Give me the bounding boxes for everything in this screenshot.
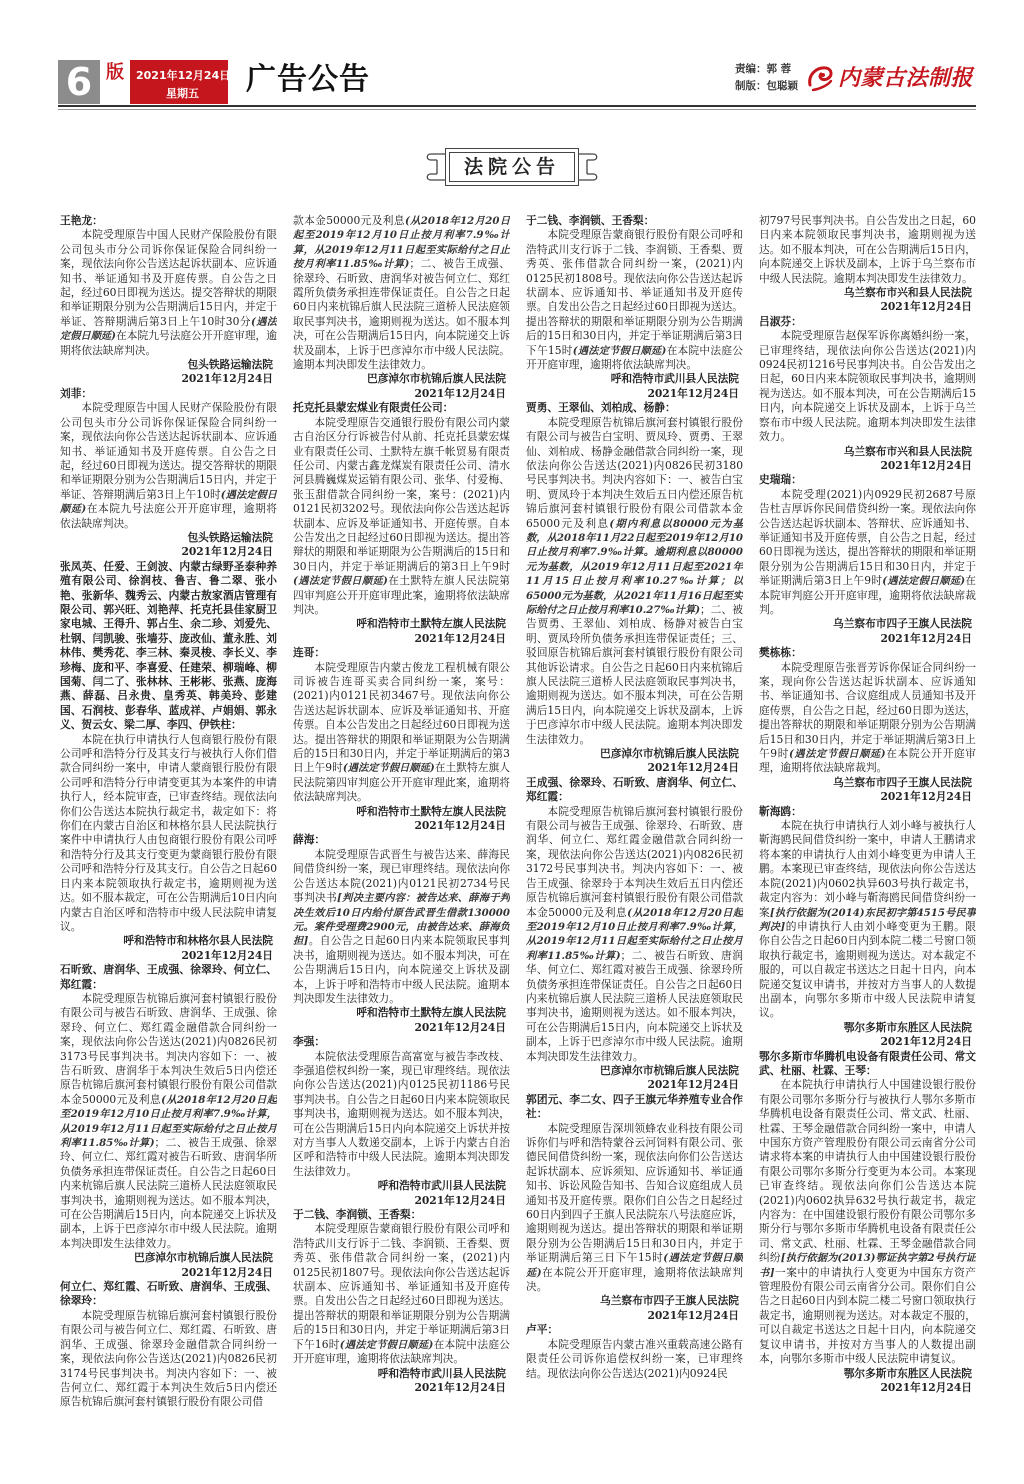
- notice-addressee: 史瑞瑞：: [759, 473, 802, 487]
- notice-text: 本院依法受理原告高富宽与被告李改枝、李强追偿权纠纷一案，现已审理终结。现依法向你公告送达(2021)内0125民初1186号民事判决书。自公告之日起60日内来本院领取民事判决书，逾期则视为送达。如不服本判决，可在公告期满后15日内向本院递交上诉状并按对方当事人人数递交副本，上诉于内蒙古自治区呼和浩特市中级人民法院。逾期本判决即发生法律效力。: [293, 1049, 510, 1178]
- court-notice: [759, 1050, 976, 1396]
- notice-date: 2021年12月24日: [880, 790, 972, 804]
- notice-date: 2021年12月24日: [414, 1193, 506, 1207]
- page-label: 版: [106, 62, 124, 83]
- issuing-court: 呼和浩特市武川县人民法院: [377, 1366, 506, 1380]
- notice-date: 2021年12月24日: [880, 1380, 972, 1394]
- issuing-court: 乌兰察布市四子王旗人民法院: [833, 775, 972, 789]
- court-notice: [293, 1035, 510, 1208]
- notice-text: 本院受理原告杭锦后旗河套村镇银行股份有限公司与被告石昕致、唐润华、王成强、徐翠玲、何立仁、郑红霞金融借款合同纠纷一案，现依法向你公告送达(2021)内0826民初3173号民事判决书。判决内容如下：一、被告石昕致、唐润华于本判决生效后5日内偿还原告杭锦后旗河套村镇银行股份有限公司借款本金50000元及利息: [60, 991, 277, 1106]
- notice-emphasis: (从2018年12月20日起至2019年12月10日止按月利率7.9‰计算，从2019年12月11日起至实际给付之日止按月利率11.85‰计算): [60, 1093, 277, 1149]
- court-notice: [60, 1280, 277, 1410]
- notice-emphasis: (遇法定假日顺延): [882, 575, 966, 588]
- notice-date: 2021年12月24日: [647, 1308, 739, 1322]
- notice-body: [526, 228, 743, 372]
- issuing-court: 乌兰察布市四子王旗人民法院: [600, 1294, 739, 1308]
- issuing-court: 呼和浩特市武川县人民法院: [610, 372, 739, 386]
- notice-text: ；二、被告王成强、徐翠玲、何立仁、郑红霞对被告石昕致、唐润华所负债务承担连带保证责任。自公告之日起60日内来杭锦后旗人民法院三道桥人民法庭领取民事判决书，逾期则视为送达。如不服本判决，可在公告期满后15日内，向本院递交上诉状及副本，上诉于巴彦淖尔市中级人民法院。逾期本判决即发生法律效力。: [60, 1136, 277, 1250]
- notice-addressee: 吕淑芬：: [759, 314, 802, 328]
- notice-text: 本院受理原告杭锦后旗河套村镇银行股份有限公司与被告何立仁、郑红霞、石昕致、唐润华、王成强、徐翠玲金融借款合同纠纷一案，现依法向你公告送达(2021)内0826民初3174号民事判决书。判决内容如下：一、被告何立仁、郑红霞于本判决生效后5日内偿还原告杭锦后旗河套村镇银行股份有限公司借: [60, 1308, 277, 1409]
- issue-date: 2021年12月24日: [136, 69, 231, 82]
- notice-emphasis: [判决主要内容：被告达来、薛海于判决生效后10日内给付原告武晋生借款130000元。案件受理费2900元，由被告达来、薛海负担]: [293, 892, 510, 948]
- notice-addressee: 张凤英、任爱、王剑波、内蒙古绿野圣泰种养殖有限公司、徐润枝、鲁吉、鲁二翠、张小艳、张新华、魏秀云、内蒙古敖家酒店管理有限公司、郭兴旺、刘艳萍、托克托县佳家厨卫家电城、王得升、郭占生、余二珍、刘爱先、杜钢、闫凯骏、张墙芬、庞改仙、董永胜、刘林伟、樊秀花、李三林、秦灵梭、李长义、李珍梅、庞和平、李喜爱、任建荣、柳瑞峰、柳国菊、闫二了、张林林、王彬彬、张燕、庞海燕、薛磊、吕永贵、皇秀英、韩美玲、彭建国、石润枝、彭春华、蓝成祥、卢娟娟、郭永义、贺云女、梁二厚、李四、伊铁柱：: [60, 559, 277, 732]
- notice-date: 2021年12月24日: [647, 386, 739, 400]
- notice-emphasis: (期内利息以80000元为基数，从2018年11月22日起至2019年12月10日止按月利率7.9‰计算。逾期利息以80000元为基数，从2019年12月11日起至2021年11月15日止按月利率10.27‰计算；以65000元为基数，从2021年11月16日起至实际给付之日止按月利率10.27‰计算): [526, 517, 743, 616]
- court-notice: [526, 401, 743, 776]
- issuing-court: 乌兰察布市兴和县人民法院: [843, 286, 972, 300]
- notice-addressee: 樊栋栋：: [759, 646, 802, 660]
- notice-text: 在本院九号法庭公开开庭审理，逾期将依法缺席判决。: [60, 502, 277, 530]
- issuing-court: 呼和浩特市土默特左旗人民法院: [356, 1006, 506, 1020]
- notice-text: 在本院公开开庭审理，逾期将依法缺席判决。: [526, 1265, 743, 1294]
- notice-date: 2021年12月24日: [414, 386, 506, 400]
- issuing-court: 鄂尔多斯市东胜区人民法院: [843, 1020, 972, 1034]
- notice-text: 在本院执行申请执行人中国建设银行股份有限公司鄂尔多斯分行与被执行人鄂尔多斯市华腾机电设备有限责任公司、常文武、杜丽、杜霖、王琴金融借款合同纠纷一案中，申请人中国东方资产管理股份有限公司云南省分公司请求将本案的申请执行人由中国建设银行股份有限公司鄂尔多斯分行变更为本公司。本案现已审查终结。现依法向你们公告送达本院(2021)内0602执异632号执行裁定书，裁定内容为：在中国建设银行股份有限公司鄂尔多斯分行与鄂尔多斯市华腾机电设备有限责任公司、常文武、杜丽、杜霖、王琴金融借款合同纠纷: [759, 1078, 976, 1265]
- notice-date: 2021年12月24日: [414, 819, 506, 833]
- notice-body: [293, 1222, 510, 1366]
- notice-text: 在本院中法庭公开开庭审理，逾期将依法缺席判决。: [293, 1337, 510, 1366]
- notice-body: [759, 819, 976, 1021]
- notice-text: 本院受理原告赵保军诉你离婚纠纷一案，已审理终结，现依法向你公告送达(2021)内0924民初1216号民事判决书。自公告发出之日起，60日内来本院领取民事判决书，逾期则视为送达。如不服本判决，可在公告期满后15日内，向本院递交上诉状及副本，上诉于乌兰察布市中级人民法院。逾期本判决即发生法律效力。: [759, 329, 976, 444]
- notice-body: [293, 416, 510, 618]
- notice-text: 本院受理原告深圳领蜂农业科技有限公司诉你们与呼和浩特蒙谷云河饲料有限公司、张德民间借贷纠纷一案，现依法向你们公告送达起诉状副本、应诉须知、应诉通知书、举证通知书、诉讼风险告知书、告知合议庭组成人员通知书及开庭传票。限你们自公告之日起经过60日内到四子王旗人民法院东八号法庭应诉，逾期则视为送达。提出答辩状的期限和举证期限分别为公告期满后15日和30日内，并定于举证期满后第三日下午15时: [526, 1121, 743, 1265]
- notice-emphasis: (遇法定节假日顺延): [526, 1252, 743, 1279]
- notice-text: 本院受理原告蒙商银行股份有限公司呼和浩特武川支行诉于二钱、李润锁、王香梨、贾秀英、张伟借款合同纠纷一案，(2021)内0125民初1808号。现依法向你公告送达起诉状副本、应诉通知书、举证通知书及开庭传票。自发出公告之日起经过60日即视为送达。提出答辩状的期限和举证期限分别为公告期满后的15日和30日内，并定于举证期满后第3日下午15时: [526, 228, 743, 357]
- notice-emphasis: (遇法定节假日顺延): [789, 748, 886, 761]
- court-notice: [293, 214, 510, 401]
- masthead-logo-icon: [806, 63, 834, 93]
- notice-text: 本院受理原告武晋生与被告达来、薛海民间借贷纠纷一案，现已审理终结。现依法向你公告送达本院(2021)内0121民初2734号民事判决书: [293, 847, 510, 905]
- issuing-court: 呼和浩特市土默特左旗人民法院: [356, 617, 506, 631]
- court-notice: [526, 776, 743, 1093]
- column-1: [60, 214, 277, 1450]
- notice-addressee: 石昕致、唐润华、王成强、徐翠玲、何立仁、郑红霞：: [60, 963, 277, 991]
- header-rule-thin: [58, 109, 976, 110]
- issuing-court: 巴彦淖尔市杭锦后旗人民法院: [600, 1063, 739, 1077]
- notice-date: 2021年12月24日: [414, 1020, 506, 1034]
- notice-text: 本院在执行申请执行人包商银行股份有限公司呼和浩特分行及其支行与被执行人你们借款合同纠纷一案中，申请人蒙商银行股份有限公司呼和浩特分行申请变更其为本案件的申请执行人，经本院审查，已审查终结。现依法向你们公告送达本院执行裁定书，裁定如下：将你们在内蒙古自治区和林格尔县人民法院执行案件中申请执行人由包商银行股份有限公司呼和浩特分行及其支行变更为蒙商银行股份有限公司呼和浩特分行及其支行。自公告之日起60日内来本院领取执行裁定书，逾期则视为送达。如不服本裁定，可在公告期满后10日内向内蒙古自治区呼和浩特市中级人民法院申请复议。: [60, 732, 277, 933]
- issuing-court: 巴彦淖尔市杭锦后旗人民法院: [134, 1251, 273, 1265]
- notice-text: 在本院公开开庭审理，逾期将依法缺席裁判。: [759, 747, 976, 775]
- notice-addressee: 托克托县蒙宏煤业有限责任公司：: [293, 401, 454, 415]
- notice-emphasis: (遇法定节假日顺延): [342, 762, 435, 775]
- notice-text: 本院受理原告蒙商银行股份有限公司呼和浩特武川支行诉于二钱、李润锁、王香梨、贾秀英、张伟借款合同纠纷一案，(2021)内0125民初1807号。现依法向你公告送达起诉状副本、应诉通知书、举证通知书及开庭传票。自发出公告之日起经过60日即视为送达。提出答辩状的期限和举证期限分别为公告期满后的15日和30日内，并定于举证期满后第3日下午16时: [293, 1222, 510, 1351]
- court-notice: [293, 401, 510, 646]
- notice-emphasis: (遇法定节假日顺延): [339, 1338, 434, 1351]
- editor-credits: [735, 61, 798, 95]
- notice-text: 在本院审判庭公开开庭审理，逾期将依法缺席裁判。: [759, 574, 976, 616]
- notice-date: 2021年12月24日: [414, 1380, 506, 1394]
- notice-body: [293, 661, 510, 805]
- column-4: [759, 214, 976, 1450]
- notice-date: 2021年12月24日: [181, 372, 273, 386]
- notice-text: 本院受理原告交通银行股份有限公司内蒙古自治区分行诉被告付从前、托克托县蒙宏煤业有限责任公司、土默特左旗千帐贸易有限责任公司、内蒙古鑫龙煤炭有限责任公司、清水河县腾巍煤炭运销有限公司、张华、付爱梅、张玉甜借款合同纠纷一案，案号：(2021)内0121民初3202号。现依法向你公告送达起诉状副本、应诉及举证通知书、开庭传票。自本公告发出之日起经过60日即视为送达。提出答辩状的期限和举证期限为公告期满后的15日和30日内，并定于举证期满后的第3日上午9时: [293, 415, 510, 573]
- notice-body: [60, 401, 277, 531]
- notice-body: [526, 805, 743, 1064]
- notice-date: 2021年12月24日: [181, 1265, 273, 1279]
- notice-addressee: 卢平：: [526, 1323, 559, 1337]
- notice-date: 2021年12月24日: [181, 948, 273, 962]
- notice-body: [526, 416, 743, 747]
- court-notice: [759, 315, 976, 473]
- notice-date: 2021年12月24日: [181, 545, 273, 559]
- court-notice: [60, 963, 277, 1280]
- notice-body: [293, 1050, 510, 1180]
- notice-text: 在土默特左旗人民法院第四审判庭公开开庭审理此案，逾期将依法缺席判决。: [293, 761, 510, 804]
- court-notice: [526, 1093, 743, 1324]
- notice-text: 本院在执行申请执行人刘小峰与被执行人靳海鸥民间借贷纠纷一案中，申请人王鹏请求将本案的申请执行人由刘小峰变更为申请人王鹏。本案现已审查终结，现依法向你公告送达本院(2021)内0602执异603号执行裁定书，裁定内容为：刘小峰与靳海鸥民间借贷纠纷一案: [759, 819, 976, 919]
- issue-date-band: [130, 60, 231, 104]
- issuing-court: 鄂尔多斯市东胜区人民法院: [843, 1366, 972, 1380]
- notice-body: [759, 214, 976, 286]
- notice-body: [60, 992, 277, 1251]
- court-notice: [293, 833, 510, 1035]
- notice-addressee: 贾勇、王翠仙、刘柏成、杨静：: [526, 401, 676, 415]
- notice-emphasis: (遇法定假日顺延): [60, 488, 277, 516]
- notice-addressee: 连哥：: [293, 646, 326, 660]
- notice-addressee: 于二钱、李润锁、王香梨：: [526, 214, 655, 227]
- notice-body: [526, 1122, 743, 1295]
- notice-body: [60, 1309, 277, 1410]
- notice-emphasis: (从2018年12月20日起至2019年12月10日止按月利率7.9‰计算，从2019年12月11日起至实际给付之日止按月利率11.85‰计算): [526, 906, 743, 962]
- section-title: 广告公告: [246, 62, 370, 97]
- notice-emphasis: (遇法定节假日顺延): [572, 344, 667, 357]
- notice-text: 在土默特左旗人民法院第四审判庭公开开庭审理此案，逾期将依法缺席判决。: [293, 574, 510, 616]
- notice-addressee: 鄂尔多斯市华腾机电设备有限责任公司、常文武、杜丽、杜霖、王琴：: [759, 1049, 976, 1077]
- notice-emphasis: (从2018年12月20日起至2019年12月10日止按月利率7.9‰计算，从2019年12月11日起至实际给付之日止按月利率11.85‰计算): [293, 215, 510, 271]
- notice-emphasis: [执行依据为(2014)东民初字第4515号民事判决]: [759, 906, 976, 933]
- notice-text: 本院受理原告杭锦后旗河套村镇银行股份有限公司与被告白宝明、贾凤玲、贾勇、王翠仙、刘柏成、杨静金融借款合同纠纷一案，现依法向你公告送达(2021)内0826民初3180号民事判决书。判决内容如下：一、被告白宝明、贾凤玲于本判决生效后五日内偿还原告杭锦后旗河套村镇银行股份有限公司借款本金65000元及利息: [526, 415, 743, 530]
- notice-text: 本院受理原告中国人民财产保险股份有限公司包头市分公司诉你保证保险合同纠纷一案，现依法向你公告送达起诉状副本、应诉通知书、举证通知书及开庭传票。自公告之日起，经过60日即视为送达。提交答辩状的期限和举证期限分别为公告期满后15日内，并定于举证、答辩期满后第3日上午10时30分: [60, 228, 277, 328]
- court-notice: [526, 214, 743, 401]
- notice-text: 在本院九号法庭公开开庭审理，逾期将依法缺席判决。: [60, 329, 277, 357]
- court-notice: [60, 214, 277, 387]
- notice-date: 2021年12月24日: [647, 761, 739, 775]
- court-notice: [759, 214, 976, 315]
- column-2: [293, 214, 510, 1450]
- notice-text: ；二、被告贾勇、王翠仙、刘柏成、杨静对被告白宝明、贾凤玲所负债务承担连带保证责任；三、驳回原告杭锦后旗河套村镇银行股份有限公司其他诉讼请求。自公告之日起60日内来杭锦后旗人民法院三道桥人民法庭领取民事判决书，逾期则视为送达。如不服本判决，可在公告期满后15日内，向本院递交上诉状及副本，上诉于巴彦淖尔市中级人民法院。逾期本判决即发生法律效力。: [526, 602, 743, 746]
- notice-body: [60, 228, 277, 358]
- issuing-court: 呼和浩特市和林格尔县人民法院: [123, 934, 273, 948]
- notice-body: [759, 329, 976, 444]
- notice-date: 2021年12月24日: [414, 631, 506, 645]
- editor-credit: 责编：郭 蓉: [735, 63, 792, 75]
- notice-addressee: 薛海：: [293, 833, 326, 847]
- notice-date: 2021年12月24日: [880, 300, 972, 314]
- issuing-court: 呼和浩特市土默特左旗人民法院: [356, 804, 506, 818]
- court-notice: [293, 646, 510, 833]
- notice-text: 在本院中法庭公开开庭审理，逾期将依法缺席判决。: [526, 343, 743, 372]
- issuing-court: 呼和浩特市武川县人民法院: [377, 1179, 506, 1193]
- banner-ornament-left-icon: [423, 150, 445, 184]
- notice-date: 2021年12月24日: [880, 631, 972, 645]
- banner-ornament-right-icon: [579, 150, 601, 184]
- court-notice-banner: [445, 148, 579, 186]
- court-notice: [60, 560, 277, 963]
- court-notice: [759, 646, 976, 804]
- notice-emphasis: (遇法定假日顺延): [60, 315, 277, 343]
- notice-addressee: 王艳龙：: [60, 214, 103, 227]
- notice-addressee: 刘菲：: [60, 386, 93, 400]
- issuing-court: 巴彦淖尔市杭锦后旗人民法院: [367, 372, 506, 386]
- notice-text: 款本金50000元及利息: [293, 214, 405, 227]
- notice-text: 的申请执行人由刘小峰变更为王鹏。限你自公告之日起60日内到本院二楼二号窗口领取执行裁定书，逾期则视为送达。对本裁定不服的，可以自裁定书送达之日起十日内，向本院递交复议申请书，并按对方当事人的人数提出副本，向鄂尔多斯市中级人民法院申请复议。: [759, 919, 976, 1020]
- notice-text: 本院受理原告张晋芳诉你保证合同纠纷一案，现向你公告送达起诉状副本、应诉通知书、举证通知书、合议庭组成人员通知书及开庭传票，自公告之日起，经过60日即为送达，提出答辩状的期限和举证期限分别为公告期满后15日和30日内，并定于举证期满后第3日上午9时: [759, 660, 976, 761]
- banner-title: 法院公告: [449, 152, 575, 182]
- notice-text: ；二、被告石昕致、唐润华、何立仁、郑红霞对被告王成强、徐翠玲所负债务承担连带保证责任。自公告之日起60日内来杭锦后旗人民法院三道桥人民法庭领取民事判决书，逾期则视为送达。如不服本判决，可在公告期满后15日内，向本院递交上诉状及副本，上诉于巴彦淖尔市中级人民法院。逾期本判决即发生法律效力。: [526, 948, 743, 1063]
- notice-addressee: 靳海鸥：: [759, 804, 802, 818]
- notice-body: [759, 661, 976, 776]
- court-notice: [60, 387, 277, 560]
- issuing-court: 乌兰察布市兴和县人民法院: [843, 444, 972, 458]
- court-notice: [759, 805, 976, 1050]
- notice-emphasis: (遇法定节假日顺延): [293, 575, 388, 588]
- notice-text: 初797号民事判决书。自公告发出之日起，60日内来本院领取民事判决书，逾期则视为送达。如不服本判决，可在公告期满后15日内，向本院递交上诉状及副本，上诉于乌兰察布市中级人民法院。逾期本判决即发生法律效力。: [759, 214, 976, 285]
- column-3: [526, 214, 743, 1450]
- masthead-title: 内蒙古法制报: [838, 65, 974, 91]
- issuing-court: 乌兰察布市四子王旗人民法院: [833, 617, 972, 631]
- issuing-court: 包头铁路运输法院: [187, 530, 273, 544]
- notice-emphasis: [执行依据为(2013)鄂证执字第2号执行证书]: [759, 1252, 976, 1279]
- notice-body: [293, 214, 510, 372]
- notice-body: [526, 1338, 743, 1381]
- notice-columns: [60, 214, 976, 1450]
- notice-body: [293, 848, 510, 1006]
- issuing-court: 巴彦淖尔市杭锦后旗人民法院: [600, 747, 739, 761]
- notice-body: [759, 488, 976, 618]
- notice-text: 本院受理原告内蒙古准兴重载高速公路有限责任公司诉你追偿权纠纷一案，已审理终结。现依法向你公告送达(2021)内0924民: [526, 1337, 743, 1380]
- notice-date: 2021年12月24日: [647, 1078, 739, 1092]
- notice-date: 2021年12月24日: [880, 1035, 972, 1049]
- court-notice: [526, 1323, 743, 1381]
- notice-addressee: 于二钱、李润锁、王香梨：: [293, 1208, 422, 1222]
- issuing-court: 包头铁路运输法院: [187, 358, 273, 372]
- notice-addressee: 何立仁、郑红霞、石昕致、唐润华、王成强、徐翠玲：: [60, 1280, 277, 1308]
- notice-addressee: 李强：: [293, 1035, 326, 1049]
- issue-weekday: 星期五: [166, 87, 199, 100]
- notice-text: 。自公告之日起60日内来本院领取民事判决书，逾期则视为送达。如不服本判决，可在公告期满后15日内，向本院递交上诉状及副本，上诉于呼和浩特市中级人民法院。逾期本判决即发生法律效力。: [293, 934, 510, 1005]
- notice-addressee: 王成强、徐翠玲、石昕致、唐润华、何立仁、郑红霞：: [526, 775, 743, 804]
- court-notice: [759, 473, 976, 646]
- notice-text: 本院受理原告内蒙古俊龙工程机械有限公司诉被告连哥买卖合同纠纷一案，案号：(2021)内0121民初3467号。现依法向你公告送达起诉状副本、应诉及举证通知书、开庭传票。自本公告发出之日起经过60日即视为送达。提出答辩状的期限和举证期限为公告期满后的15日和30日内，并定于举证期满后的第3日上午9时: [293, 660, 510, 775]
- page-number: 6: [58, 60, 100, 104]
- notice-text: 一案中的申请执行人变更为中国东方资产管理股份有限公司云南省分公司。限你们自公告之日起60日内到本院二楼二号窗口领取执行裁定书，逾期则视为送达。对本裁定不服的，可以自裁定书送达之日起十日内，向本院递交复议申请书，并按对方当事人的人数提出副本，向鄂尔多斯市中级人民法院申请复议。: [759, 1265, 976, 1366]
- court-notice: [293, 1208, 510, 1395]
- notice-text: ；二、被告王成强、徐翠玲、石昕致、唐润华对被告何立仁、郑红霞所负债务承担连带保证责任。自公告之日起60日内来杭锦后旗人民法院三道桥人民法庭领取民事判决书，逾期则视为送达。如不服本判决，可在公告期满后15日内，向本院递交上诉状及副本，上诉于巴彦淖尔市中级人民法院。逾期本判决即发生法律效力。: [293, 257, 510, 372]
- notice-body: [60, 733, 277, 935]
- notice-addressee: 郭团元、李二女、四子王旗元华养殖专业合作社：: [526, 1092, 743, 1121]
- notice-text: 本院受理原告中国人民财产保险股份有限公司包头市分公司诉你保证保险合同纠纷一案，现依法向你公告送达起诉状副本、应诉通知书、举证通知书及开庭传票。自公告之日起，经过60日即视为送达。提交答辩状的期限和举证期限分别为公告期满后15日内，并定于举证、答辩期满后第3日上午10时: [60, 401, 277, 501]
- notice-date: 2021年12月24日: [880, 458, 972, 472]
- layout-credit: 制版：包聪颖: [735, 80, 798, 92]
- header-rule: [58, 105, 976, 107]
- notice-text: 本院受理(2021)内0929民初2687号原告杜吉厚诉你民间借贷纠纷一案。现依法向你公告送达起诉状副本、答辩状、应诉通知书、举证通知书及开庭传票，自公告之日起，经过60日即视为送达，提出答辩状的期限和举证期限分别为公告期满后15日和30日内，并定于举证期满后第3日上午9时: [759, 487, 976, 588]
- notice-text: 本院受理原告杭锦后旗河套村镇银行股份有限公司与被告王成强、徐翠玲、石昕致、唐润华、何立仁、郑红霞金融借款合同纠纷一案，现依法向你公告送达(2021)内0826民初3172号民事判决书。判决内容如下：一、被告王成强、徐翠玲于本判决生效后五日内偿还原告杭锦后旗河套村镇银行股份有限公司借款本金50000元及利息: [526, 804, 743, 919]
- notice-body: [759, 1078, 976, 1366]
